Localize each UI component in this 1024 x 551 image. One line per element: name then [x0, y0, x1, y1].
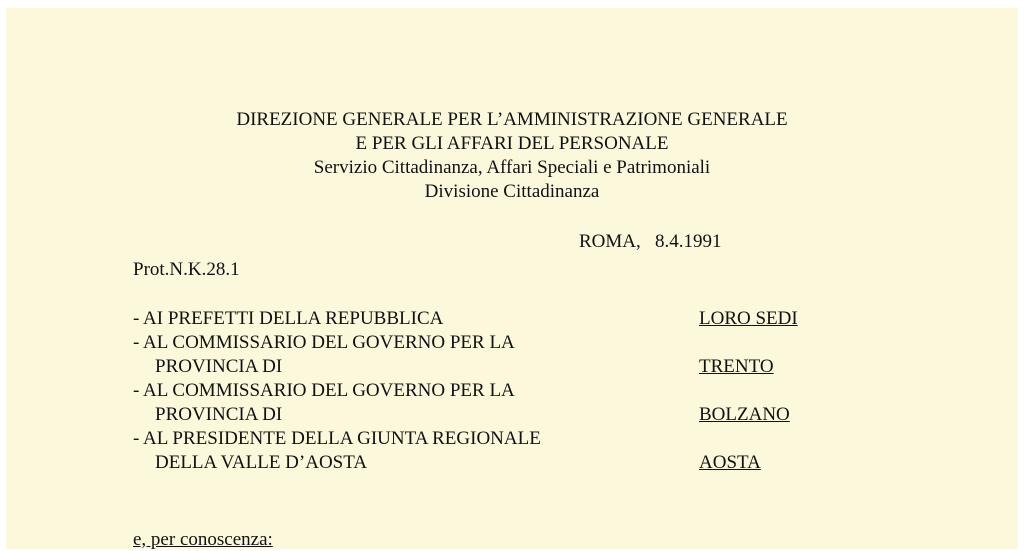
header-line-service: Servizio Cittadinanza, Affari Speciali e Patrimoniali — [313, 157, 711, 178]
cc-label: e, per conoscenza: — [133, 529, 273, 550]
recipient-text: - AL PRESIDENTE DELLA GIUNTA REGIONALE — [133, 428, 541, 449]
recipient-line — [133, 403, 833, 427]
recipient-line — [133, 451, 833, 475]
header-line-personnel: E PER GLI AFFARI DEL PERSONALE — [355, 133, 669, 154]
header-line-directorate: DIREZIONE GENERALE PER L’AMMINISTRAZIONE GENERALE — [236, 109, 788, 130]
recipient-line — [133, 427, 833, 451]
recipient-text: PROVINCIA DI — [155, 404, 283, 425]
recipient-list — [133, 307, 833, 475]
recipient-place: AOSTA — [699, 452, 761, 473]
recipient-place: TRENTO — [699, 356, 774, 377]
header-line-division: Divisione Cittadinanza — [424, 181, 600, 202]
recipient-text: - AL COMMISSARIO DEL GOVERNO PER LA — [133, 332, 515, 353]
recipient-text: - AL COMMISSARIO DEL GOVERNO PER LA — [133, 380, 515, 401]
recipient-text: PROVINCIA DI — [155, 356, 283, 377]
recipient-place: BOLZANO — [699, 404, 790, 425]
document-page — [6, 8, 1018, 549]
recipient-line — [133, 355, 833, 379]
protocol-number: Prot.N.K.28.1 — [133, 259, 240, 280]
date-line: ROMA, 8.4.1991 — [579, 231, 722, 252]
recipient-text: DELLA VALLE D’AOSTA — [155, 452, 368, 473]
letterhead — [6, 108, 1018, 204]
recipient-line — [133, 331, 833, 355]
recipient-place: LORO SEDI — [699, 308, 798, 329]
recipient-line — [133, 307, 833, 331]
recipient-line — [133, 379, 833, 403]
recipient-text: - AI PREFETTI DELLA REPUBBLICA — [133, 308, 444, 329]
